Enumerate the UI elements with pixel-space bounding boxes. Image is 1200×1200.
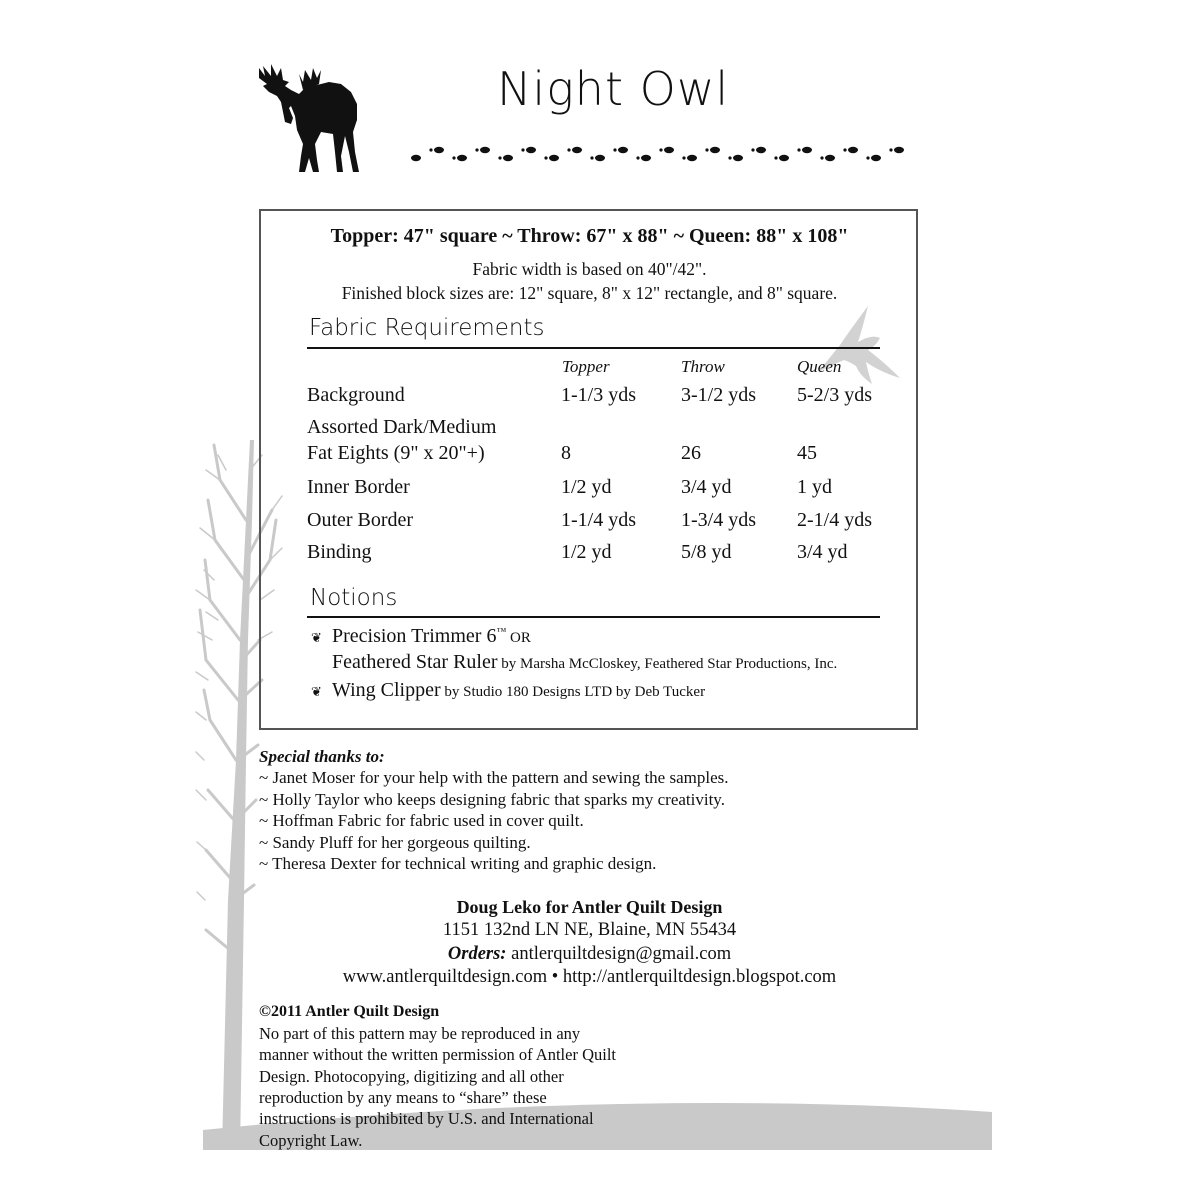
table-cell: 3/4 yd [797,541,848,563]
table-cell: 1-1/4 yds [561,509,636,531]
track-mark-icon [410,155,421,161]
moose-logo-icon [255,60,365,178]
address: 1151 132nd LN NE, Blaine, MN 55434 [442,920,737,940]
row-label-background: Background [307,384,405,406]
thanks-line: ~ Hoffman Fabric for fabric used in cover quilt. [259,811,584,830]
notions-heading: Notions [310,585,398,611]
track-mark-icon [613,147,628,153]
thanks-line: ~ Sandy Pluff for her gorgeous quilting. [259,833,531,852]
block-sizes-note: Finished block sizes are: 12" square, 8" x 12" rectangle, and 8" square. [341,283,838,303]
track-mark-icon [544,155,559,161]
table-cell: 8 [561,442,571,464]
row-label-inner-border: Inner Border [307,476,410,498]
copyright-line: Copyright Law. [259,1131,363,1150]
track-mark-icon [475,147,490,153]
row-label-fat-eights: Fat Eights (9" x 20"+) [307,442,485,464]
table-cell: 2-1/4 yds [797,509,872,531]
table-cell: 1/2 yd [561,541,612,563]
track-mark-icon [567,147,582,153]
track-mark-icon [751,147,766,153]
notion-item: Feathered Star Ruler by Marsha McCloskey, Feathered Star Productions, Inc. [332,651,838,673]
row-label-outer-border: Outer Border [307,509,414,531]
row-label-binding: Binding [307,541,372,563]
copyright-line: Design. Photocopying, digitizing and all other [259,1067,564,1086]
table-cell: 1/2 yd [561,476,612,498]
track-mark-icon [728,155,743,161]
track-mark-icon [636,155,651,161]
row-label-assorted: Assorted Dark/Medium [307,416,497,438]
section-divider [307,616,880,618]
notion-item: Wing Clipper by Studio 180 Designs LTD by Deb Tucker [332,679,706,701]
orders-line: Orders: antlerquiltdesign@gmail.com [447,944,732,964]
copyright-line: manner without the written permission of Antler Quilt [259,1045,616,1064]
thanks-line: ~ Janet Moser for your help with the pattern and sewing the samples. [259,768,729,787]
quilt-sizes-line: Topper: 47" square ~ Throw: 67" x 88" ~ Queen: 88" x 108" [330,225,849,247]
page-title: Night Owl [497,62,730,116]
table-cell: 1-3/4 yds [681,509,756,531]
track-mark-icon [429,147,444,153]
table-cell: 3/4 yd [681,476,732,498]
copyright-line: instructions is prohibited by U.S. and International [259,1109,594,1128]
track-mark-icon [659,147,674,153]
animal-tracks-decoration [410,142,922,166]
track-mark-icon [797,147,812,153]
copyright-line: No part of this pattern may be reproduced in any [259,1024,581,1043]
track-mark-icon [820,155,835,161]
thanks-line: ~ Theresa Dexter for technical writing and graphic design. [259,854,657,873]
track-mark-icon [452,155,467,161]
track-mark-icon [774,155,789,161]
feather-bullet-icon: ❦ [311,684,322,699]
track-mark-icon [705,147,720,153]
section-divider [307,347,880,349]
track-mark-icon [521,147,536,153]
feather-bullet-icon: ❦ [311,630,322,645]
track-mark-icon [866,155,881,161]
designer-name: Doug Leko for Antler Quilt Design [456,897,723,917]
special-thanks-heading: Special thanks to: [259,747,385,766]
fabric-requirements-heading: Fabric Requirements [309,315,545,341]
table-cell: 5/8 yd [681,541,732,563]
column-header-queen: Queen [797,357,842,376]
track-mark-icon [590,155,605,161]
track-mark-icon [889,147,904,153]
copyright-line: reproduction by any means to “share” these [259,1088,547,1107]
column-header-topper: Topper [562,357,610,376]
website-links: www.antlerquiltdesign.com • http://antlerquiltdesign.blogspot.com [342,967,837,987]
thanks-line: ~ Holly Taylor who keeps designing fabric that sparks my creativity. [259,790,725,809]
track-mark-icon [498,155,513,161]
copyright-heading: ©2011 Antler Quilt Design [259,1003,440,1020]
table-cell: 3-1/2 yds [681,384,756,406]
table-cell: 26 [681,442,701,464]
notion-item: Precision Trimmer 6™ OR [332,625,531,647]
table-cell: 1 yd [797,476,832,498]
column-header-throw: Throw [681,357,725,376]
table-cell: 5-2/3 yds [797,384,872,406]
track-mark-icon [682,155,697,161]
table-cell: 45 [797,442,817,464]
table-cell: 1-1/3 yds [561,384,636,406]
fabric-width-note: Fabric width is based on 40"/42". [472,259,707,279]
track-mark-icon [843,147,858,153]
